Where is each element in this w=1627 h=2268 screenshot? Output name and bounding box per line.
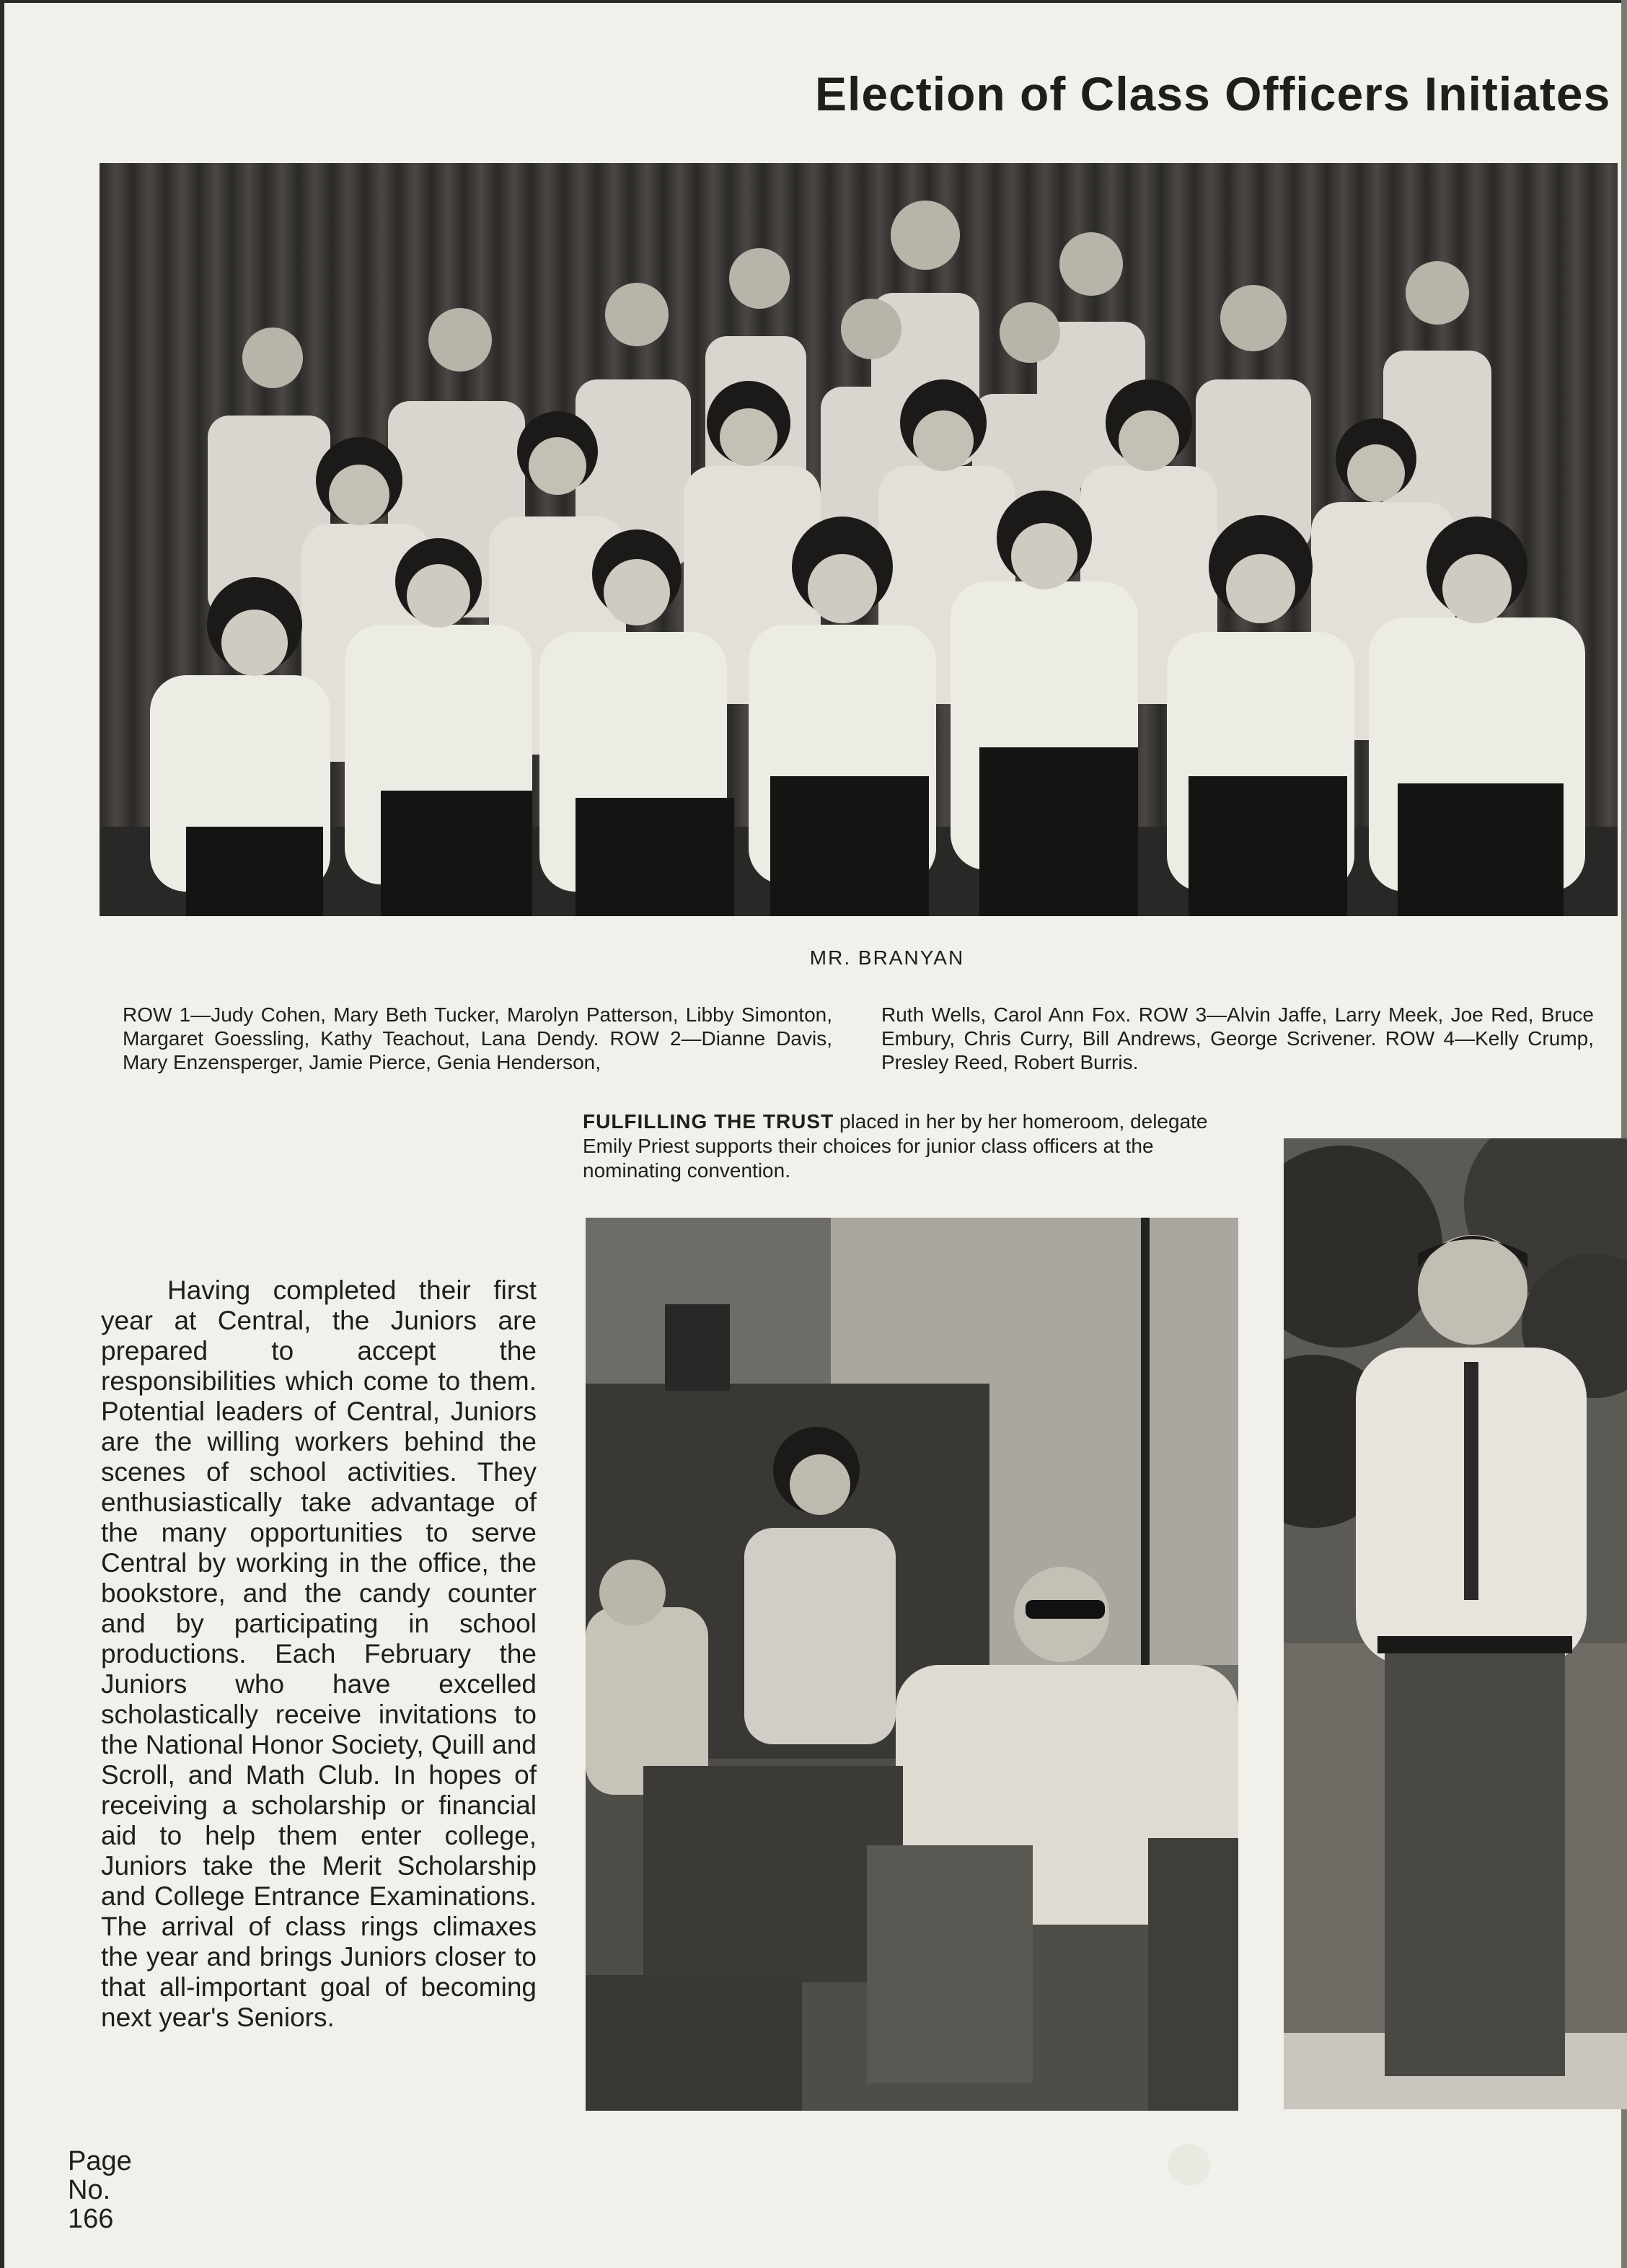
paper-mark <box>1168 2144 1210 2186</box>
classroom-photo <box>586 1218 1238 2111</box>
body-paragraph: Having completed their first year at Central, the Juniors are prepared to accept the responsibilities which come to them. Potential leaders of Central, Juniors are the willing workers behind the scenes of school activities. They enthusiastically take advantage of the many opportunities to serve Central by working in the office, the bookstore, and the candy counter and by participating in school productions. Each February the Juniors who have excelled scholastically receive invitations to the National Honor Society, Quill and Scroll, and Math Club. In hopes of receiving a scholarship or financial aid to help them enter college, Juniors take the Merit Scholarship and College Entrance Examinations. The arrival of class rings climaxes the year and brings Juniors closer to that all-important goal of becoming next year's Seniors. <box>101 1275 537 2032</box>
page-label-word: Page <box>68 2146 132 2176</box>
page-title: Election of Class Officers Initiates <box>815 67 1611 120</box>
group-photo <box>100 163 1618 916</box>
page-label-no: No. <box>68 2175 111 2205</box>
page-border-top <box>0 0 1627 3</box>
classroom-caption-lead: FULFILLING THE TRUST <box>583 1110 834 1133</box>
classroom-caption-rest: placed in her by her homeroom, delegate Emily Priest supports their choices for junior class officers at the nominating convention. <box>583 1110 1208 1182</box>
classroom-caption <box>583 1109 1239 1183</box>
group-caption-right: Ruth Wells, Carol Ann Fox. ROW 3—Alvin Jaffe, Larry Meek, Joe Red, Bruce Embury, Chris Curry, Bill Andrews, George Scrivener. ROW 4—Kelly Crump, Presley Reed, Robert Burris. <box>881 1003 1594 1073</box>
page-number: 166 <box>68 2204 114 2234</box>
photo-caption-name: MR. BRANYAN <box>809 946 965 969</box>
student-portrait-photo <box>1284 1138 1627 2109</box>
page-number-block <box>68 2147 132 2233</box>
group-caption-left: ROW 1—Judy Cohen, Mary Beth Tucker, Marolyn Patterson, Libby Simonton, Margaret Goessling, Kathy Teachout, Lana Dendy. ROW 2—Dianne Davis, Mary Enzensperger, Jamie Pierce, Genia Henderson, <box>123 1003 832 1073</box>
page-border-left <box>0 0 4 2268</box>
